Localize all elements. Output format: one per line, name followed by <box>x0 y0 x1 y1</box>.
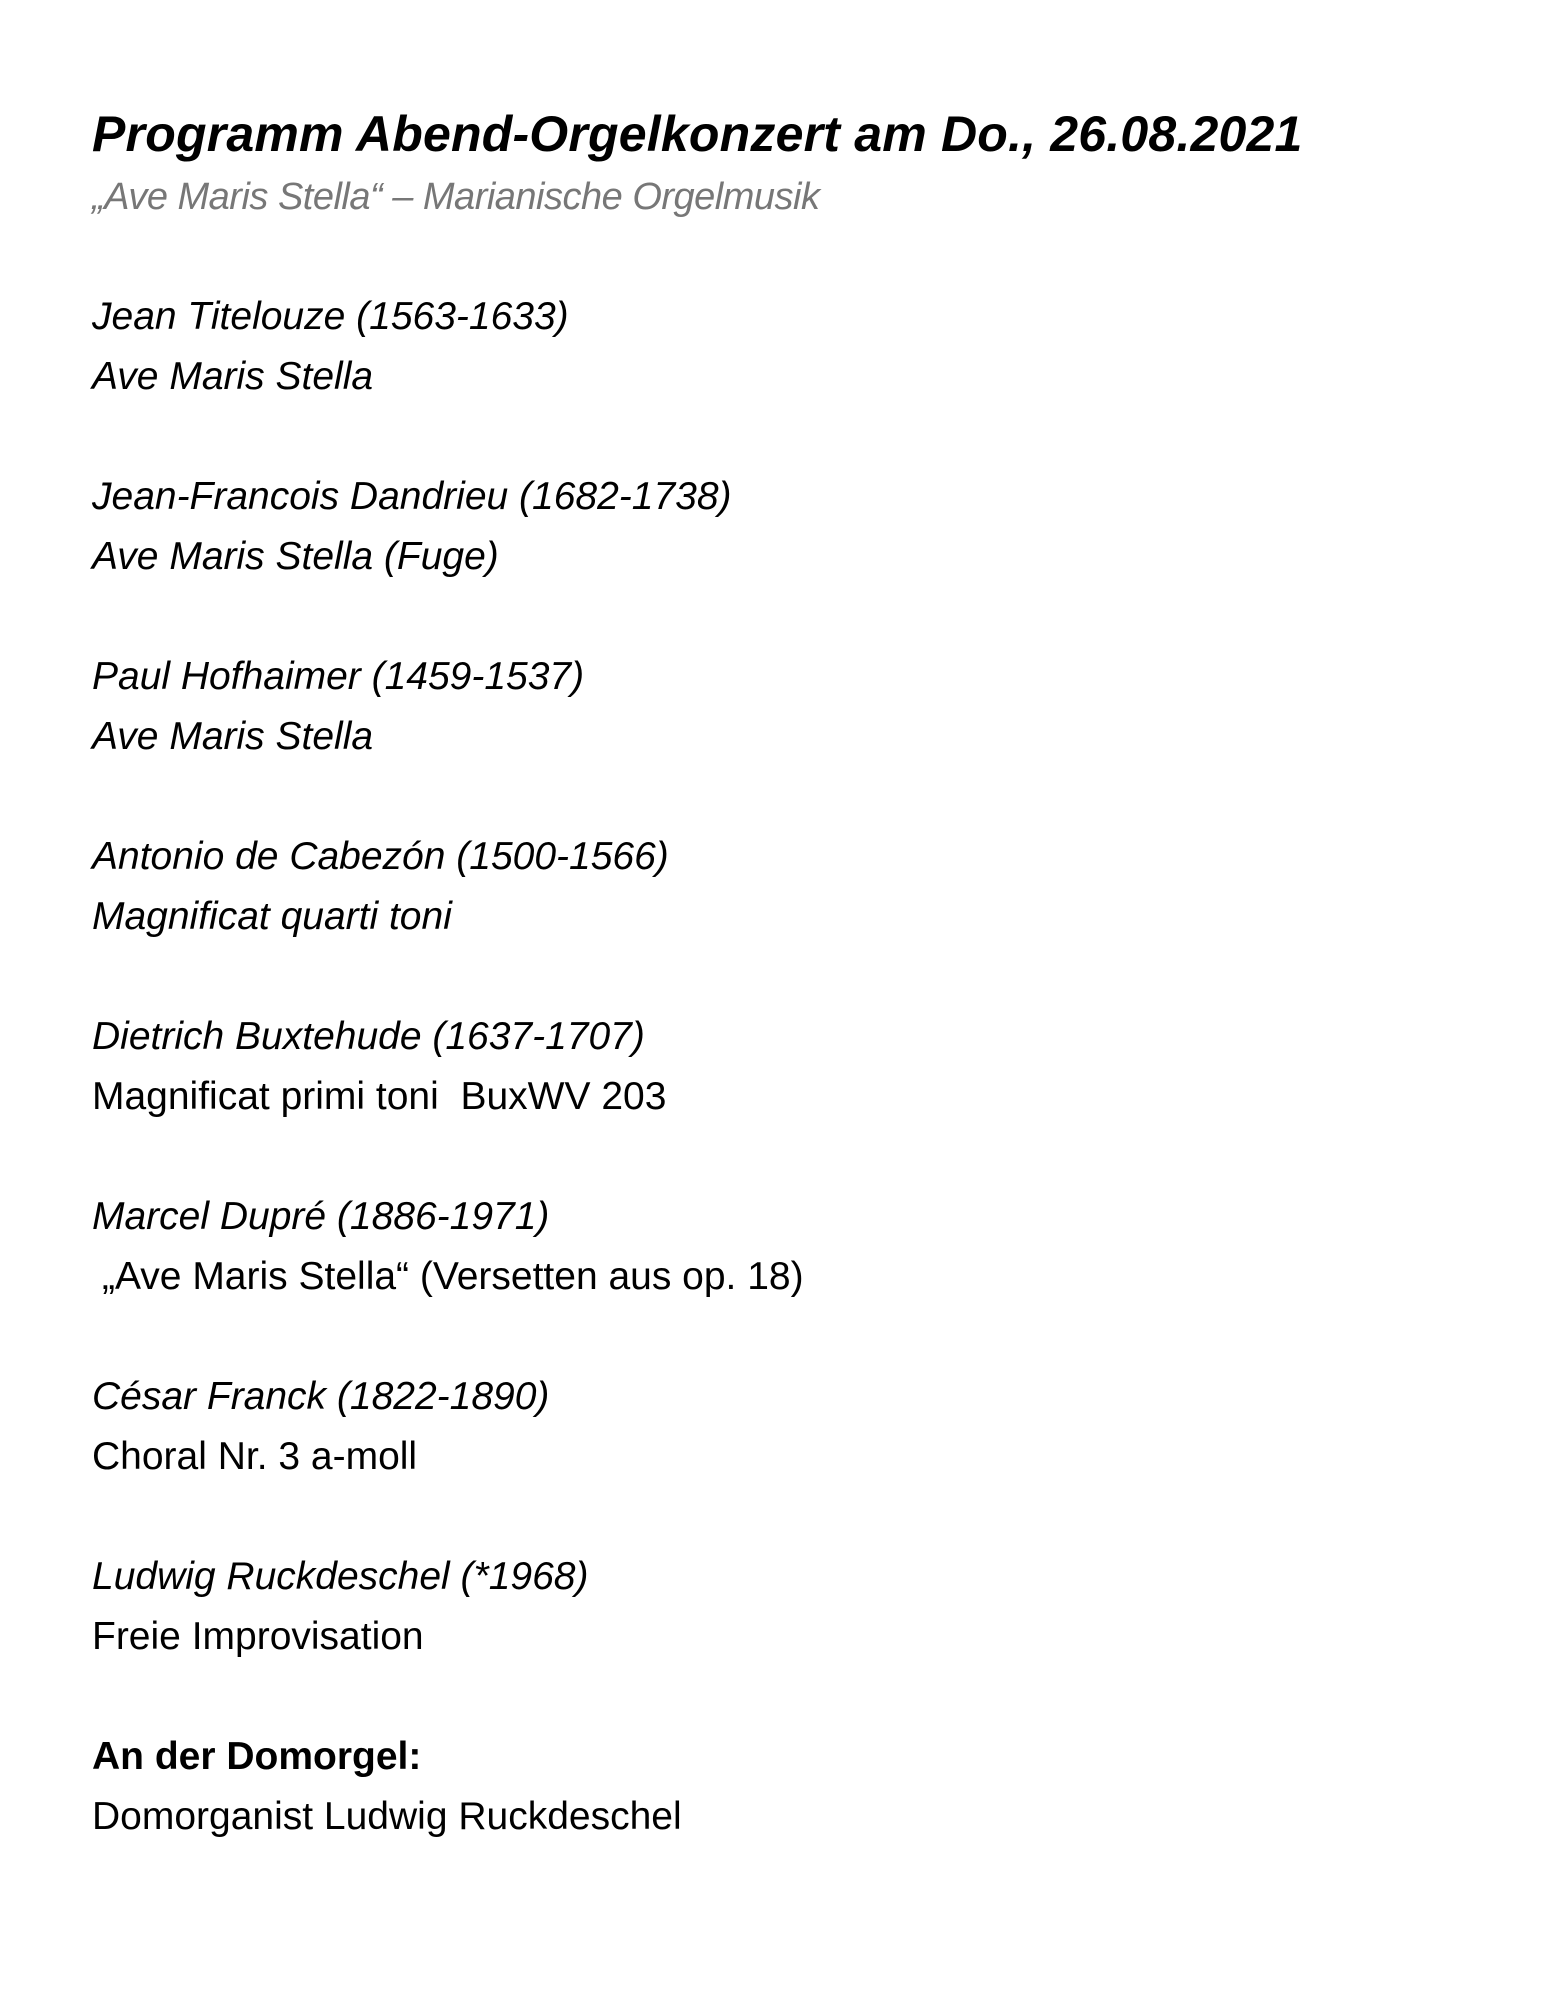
composer-name: Dietrich Buxtehude (1637-1707) <box>92 1015 645 1058</box>
composer-name: Jean Titelouze (1563-1633) <box>92 295 569 338</box>
program-entry-dupre <box>92 1187 804 1307</box>
work-title: Ave Maris Stella <box>92 715 374 758</box>
work-title: Magnificat quarti toni <box>92 895 452 938</box>
work-title: Freie Improvisation <box>92 1615 424 1658</box>
program-entry-buxtehude <box>92 1007 666 1127</box>
program-entry-dandrieu <box>92 467 732 587</box>
composer-name: César Franck (1822-1890) <box>92 1375 550 1418</box>
page-title: Programm Abend-Orgelkonzert am Do., 26.08.2021 <box>92 106 1303 162</box>
composer-name: Paul Hofhaimer (1459-1537) <box>92 655 585 698</box>
work-title: Magnificat primi toni BuxWV 203 <box>92 1075 667 1118</box>
work-title: Ave Maris Stella <box>92 355 374 398</box>
page-subtitle: „Ave Maris Stella“ – Marianische Orgelmusik <box>92 176 820 218</box>
work-title: „Ave Maris Stella“ (Versetten aus op. 18) <box>102 1255 804 1298</box>
organist-label: An der Domorgel: <box>92 1735 422 1778</box>
composer-name: Ludwig Ruckdeschel (*1968) <box>92 1555 589 1598</box>
composer-name: Antonio de Cabezón (1500-1566) <box>92 835 669 878</box>
program-entry-franck <box>92 1367 549 1487</box>
composer-name: Marcel Dupré (1886-1971) <box>92 1195 550 1238</box>
work-title: Ave Maris Stella (Fuge) <box>92 535 499 578</box>
work-title: Choral Nr. 3 a-moll <box>92 1435 418 1478</box>
organist-name: Domorganist Ludwig Ruckdeschel <box>92 1795 682 1838</box>
program-entry-ruckdeschel <box>92 1547 588 1667</box>
program-entry-titelouze <box>92 287 569 407</box>
organist-block <box>92 1727 682 1847</box>
program-entry-hofhaimer <box>92 647 584 767</box>
program-entry-cabezon <box>92 827 669 947</box>
composer-name: Jean-Francois Dandrieu (1682-1738) <box>92 475 732 518</box>
